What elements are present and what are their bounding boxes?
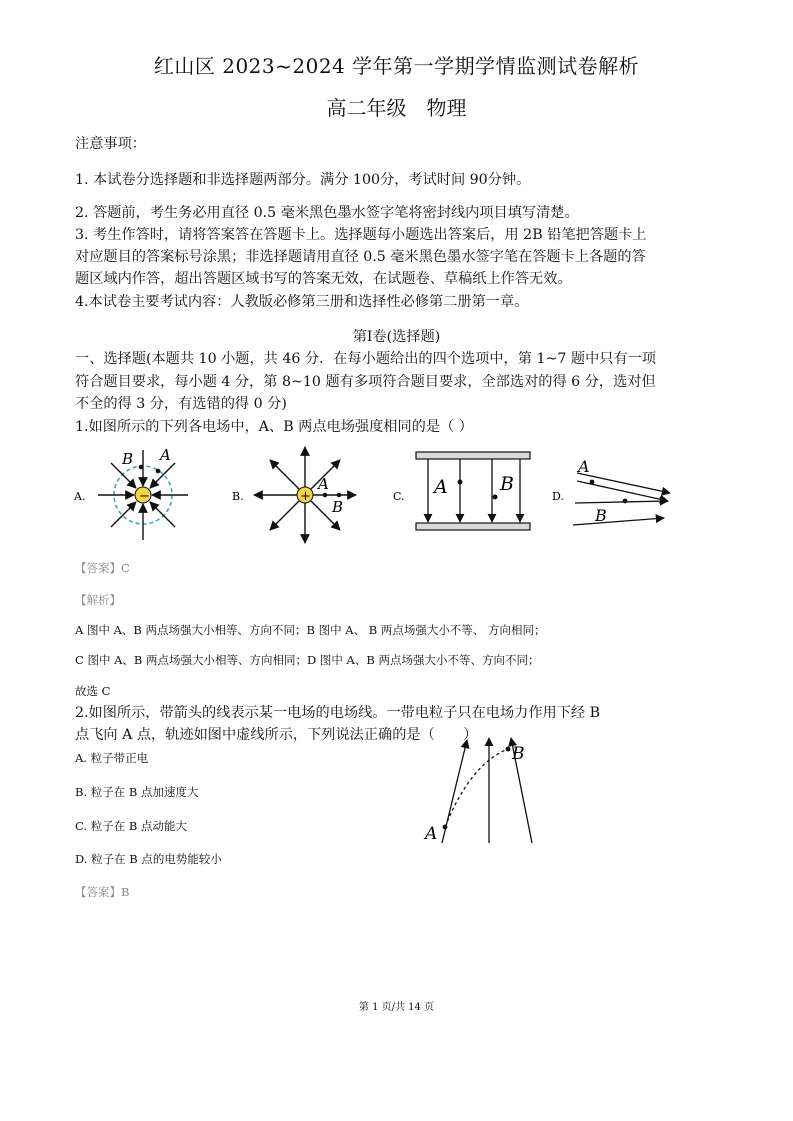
answer-tag: 【答案】 xyxy=(75,561,121,575)
point-a xyxy=(443,825,448,830)
answer-value: B xyxy=(121,885,130,899)
label-b: B xyxy=(595,506,607,525)
notice-item: 1. 本试卷分选择题和非选择题两部分。满分 100分，考试时间 90分钟。 xyxy=(75,172,531,188)
point-a xyxy=(458,480,463,485)
top-plate xyxy=(416,452,530,459)
q1-answer xyxy=(75,560,130,576)
point-b xyxy=(139,465,144,470)
figure-d-label: D. xyxy=(552,490,564,503)
document-title: 红山区 2023~2024 学年第一学期学情监测试卷解析 xyxy=(153,54,640,78)
q1-analysis-line: C 图中 A、B 两点场强大小相等、方向相同；D 图中 A、B 两点场强大小不等、方向不同； xyxy=(75,653,540,667)
point-a xyxy=(590,480,595,485)
label-a: A xyxy=(160,446,171,464)
point-a xyxy=(156,469,161,474)
figure-b-positive-charge xyxy=(232,447,356,543)
point-b xyxy=(506,747,511,752)
notice-item: 2. 答题前，考生务必用直径 0.5 毫米黑色墨水签字笔将密封线内项目填写清楚。 xyxy=(75,205,579,221)
option-a: A. 粒子带正电 xyxy=(75,751,149,765)
question-1-stem: 1.如图所示的下列各电场中，A、B 两点电场强度相同的是（ ） xyxy=(75,419,473,435)
figure-a-negative-charge xyxy=(73,446,188,540)
bottom-plate xyxy=(416,523,530,530)
label-a: A xyxy=(434,476,448,498)
document-subtitle: 高二年级 物理 xyxy=(326,96,467,120)
option-c: C. 粒子在 B 点动能大 xyxy=(75,819,187,833)
figure-c-uniform-field xyxy=(393,452,530,530)
notice-item: 对应题目的答案标号涂黑；非选择题请用直径 0.5 毫米黑色墨水签字笔在答题卡上各题的答 xyxy=(75,249,646,265)
label-a: A xyxy=(318,475,329,493)
notice-item: 4.本试卷主要考试内容：人教版必修第三册和选择性必修第二册第一章。 xyxy=(75,294,529,310)
notice-heading: 注意事项： xyxy=(75,136,146,152)
label-b: B xyxy=(122,450,134,468)
q1-analysis-tag: 【解析】 xyxy=(75,593,121,607)
option-b: B. 粒子在 B 点加速度大 xyxy=(75,785,199,799)
q2-answer xyxy=(75,884,129,900)
answer-tag: 【答案】 xyxy=(75,885,121,899)
label-a: A xyxy=(425,824,438,844)
minus-sign: − xyxy=(139,489,150,504)
question-2-stem: 点飞向 A 点，轨迹如图中虚线所示，下列说法正确的是（ ） xyxy=(75,727,478,743)
label-b: B xyxy=(512,744,525,764)
point-a xyxy=(323,493,328,498)
q2-figure xyxy=(420,735,560,855)
question-2-stem: 2.如图所示，带箭头的线表示某一电场的电场线。一带电粒子只在电场力作用下经 B xyxy=(75,705,601,721)
section-intro-line: 一、选择题(本题共 10 小题，共 46 分．在每小题给出的四个选项中，第 1~7 题中只有一项 xyxy=(75,351,657,367)
q1-analysis-line: A 图中 A、B 两点场强大小相等、方向不同；B 图中 A、 B 两点场强大小不等、 方向相同； xyxy=(75,623,546,637)
q1-conclusion: 故选 C xyxy=(75,684,111,698)
label-b: B xyxy=(332,498,344,516)
q1-figures xyxy=(0,445,793,565)
figure-b-label: B. xyxy=(232,490,244,503)
point-b xyxy=(493,495,498,500)
trajectory-path xyxy=(445,749,508,827)
plus-sign: + xyxy=(300,489,311,504)
option-d: D. 粒子在 B 点的电势能较小 xyxy=(75,852,222,866)
section-title: 第Ⅰ卷(选择题) xyxy=(352,329,441,345)
figure-a-label: A. xyxy=(74,490,86,503)
figure-d-nonuniform-field xyxy=(552,457,670,525)
figure-c-label: C. xyxy=(393,490,405,503)
label-a: A xyxy=(578,457,590,476)
page-number: 第 1 页/共 14 页 xyxy=(358,1002,435,1013)
section-intro-line: 符合题目要求，每小题 4 分，第 8~10 题有多项符合题目要求，全部选对的得 6 分，选对但 xyxy=(75,374,656,390)
notice-item: 题区域内作答，超出答题区域书写的答案无效，在试题卷、草稿纸上作答无效。 xyxy=(75,271,572,287)
section-intro-line: 不全的得 3 分，有选错的得 0 分) xyxy=(75,396,287,412)
answer-value: C xyxy=(121,561,130,575)
label-b: B xyxy=(500,473,514,495)
notice-item: 3. 考生作答时，请将答案答在答题卡上。选择题每小题选出答案后，用 2B 铅笔把答题卡上 xyxy=(75,227,647,243)
point-b xyxy=(337,493,342,498)
point-b xyxy=(623,499,628,504)
